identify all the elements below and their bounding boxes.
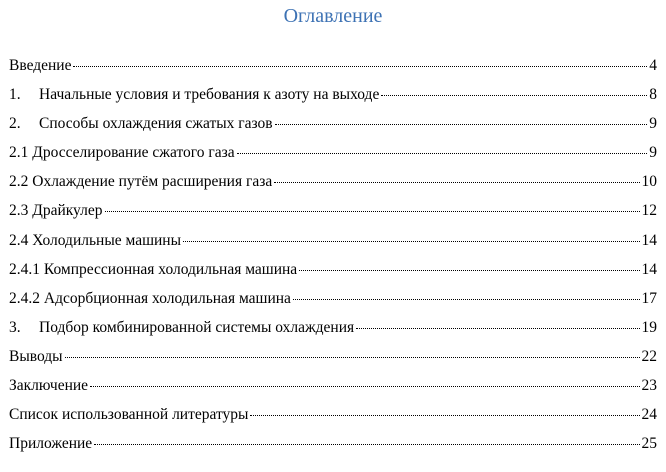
toc-entry-number: 2.4.2 (9, 289, 40, 307)
toc-dot-leader (381, 94, 647, 96)
toc-entry-text[interactable] (9, 138, 235, 167)
toc-list (9, 51, 657, 458)
toc-dot-leader (65, 356, 640, 358)
toc-entry-number: 2.4 (9, 231, 29, 249)
toc-entry[interactable] (9, 255, 657, 284)
toc-entry-page: 19 (641, 318, 657, 336)
toc-entry-page: 23 (641, 377, 657, 395)
toc-dot-leader (73, 65, 647, 67)
toc-entry-page: 12 (641, 202, 657, 220)
toc-entry[interactable] (9, 80, 657, 109)
toc-entry-page: 14 (641, 231, 657, 249)
toc-entry[interactable] (9, 342, 657, 371)
toc-entry-page: 9 (649, 144, 657, 162)
toc-entry-title: Способы охлаждения сжатых газов (39, 115, 273, 133)
toc-dot-leader (356, 327, 639, 329)
toc-entry[interactable] (9, 196, 657, 225)
toc-entry-page: 24 (641, 406, 657, 424)
toc-entry-number: 2. (9, 115, 21, 133)
toc-dot-leader (183, 240, 639, 242)
toc-entry-text[interactable]: Введение (9, 57, 72, 74)
toc-entry[interactable] (9, 167, 657, 196)
toc-entry-text[interactable]: Выводы (9, 347, 63, 365)
toc-entry-text[interactable] (9, 80, 379, 109)
toc-dot-leader (275, 123, 648, 125)
toc-entry-page: 22 (641, 347, 657, 365)
toc-entry-text[interactable]: Приложение (9, 435, 93, 453)
toc-entry-page: 4 (649, 57, 657, 74)
toc-entry-number: 2.3 (9, 202, 29, 220)
toc-entry-page: 10 (641, 173, 657, 191)
toc-entry-number: 2.2 (9, 173, 29, 191)
toc-entry-number: 2.1 (9, 144, 29, 162)
toc-entry[interactable] (9, 371, 657, 400)
toc-entry[interactable] (9, 138, 657, 167)
toc-entry-title: Адсорбционная холодильная машина (43, 289, 291, 307)
toc-entry-text[interactable] (9, 313, 354, 342)
toc-entry-title: Холодильные машины (32, 231, 182, 249)
toc-entry-page: 9 (649, 115, 657, 133)
toc-dot-leader (105, 210, 640, 212)
toc-dot-leader (299, 269, 639, 271)
toc-entry-text[interactable]: Заключение (9, 377, 89, 395)
toc-entry-number: 1. (9, 86, 21, 104)
toc-entry-number: 2.4.1 (9, 260, 40, 278)
toc-entry-page: 14 (641, 260, 657, 278)
toc-entry-text[interactable] (9, 284, 291, 313)
toc-entry-title: Подбор комбинированной системы охлаждения (39, 318, 355, 336)
toc-entry[interactable] (9, 51, 657, 80)
toc-dot-leader (293, 298, 640, 300)
toc-dot-leader (90, 385, 639, 387)
toc-entry-text[interactable]: Список использованной литературы (9, 406, 249, 424)
toc-entry-title: Драйкулер (32, 202, 103, 220)
toc-dot-leader (94, 443, 639, 445)
toc-entry-page: 8 (649, 86, 657, 104)
toc-dot-leader (274, 181, 639, 183)
toc-entry-page: 25 (641, 435, 657, 453)
toc-entry-title: Начальные условия и требования к азоту на выходе (39, 86, 380, 104)
toc-entry-title: Охлаждение путём расширения газа (32, 173, 273, 191)
toc-entry-number: 3. (9, 318, 21, 336)
toc-entry[interactable] (9, 400, 657, 429)
toc-entry[interactable] (9, 226, 657, 255)
toc-entry-text[interactable] (9, 109, 273, 138)
toc-entry[interactable] (9, 429, 657, 458)
toc-entry-text[interactable] (9, 167, 272, 196)
toc-entry-text[interactable] (9, 226, 181, 255)
toc-entry-title: Компрессионная холодильная машина (43, 260, 298, 278)
toc-entry[interactable] (9, 109, 657, 138)
toc-dot-leader (250, 414, 639, 416)
toc-entry-title: Дросселирование сжатого газа (32, 144, 235, 162)
toc-title: Оглавление (283, 5, 383, 27)
toc-entry-text[interactable] (9, 255, 297, 284)
toc-entry-page: 17 (641, 289, 657, 307)
toc-entry[interactable] (9, 284, 657, 313)
toc-dot-leader (237, 152, 648, 154)
toc-entry[interactable] (9, 313, 657, 342)
toc-entry-text[interactable] (9, 196, 103, 225)
